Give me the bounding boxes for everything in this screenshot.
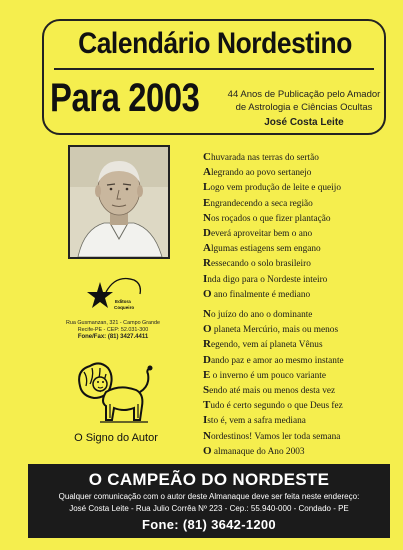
publisher-phone: Fone/Fax: (81) 3427.4411 — [77, 334, 149, 340]
poem-initial-letter: S — [203, 384, 210, 397]
publisher-address-line2: Recife-PE - CEP: 52.031-300 — [77, 327, 149, 333]
poem-initial-letter: I — [203, 414, 208, 427]
poem-line-text: ngrandecendo a seca região — [210, 198, 313, 209]
subtitle-line1: 44 Anos de Publicação pelo Amador — [227, 89, 381, 100]
title-divider — [54, 68, 374, 70]
poem-line-text: udo é certo segundo o que Deus fez — [210, 401, 343, 412]
poem-initial-letter: A — [203, 242, 211, 255]
poem-stanza-2 — [203, 307, 403, 459]
poem-initial-letter: O — [203, 323, 212, 336]
poem-line — [203, 383, 403, 398]
poem-line — [203, 226, 403, 241]
subtitle-line2: de Astrologia e Ciências Ocultas — [235, 102, 373, 113]
publisher-info — [58, 320, 168, 341]
poem-line-text: o inverno é um pouco variante — [210, 370, 327, 381]
bottom-banner — [28, 464, 390, 538]
poem-line-text: planeta Mercúrio, mais ou menos — [211, 325, 339, 336]
author-name: José Costa Leite — [264, 117, 344, 128]
poem-line-text: o juízo do ano o dominante — [210, 310, 313, 320]
author-portrait-image — [70, 147, 168, 257]
poem-line — [203, 368, 403, 383]
poem-line — [203, 287, 403, 302]
poem-initial-letter: C — [203, 151, 211, 163]
leo-lion-icon — [70, 360, 154, 432]
poem-line — [203, 165, 403, 180]
banner-contact-line1: Qualquer comunicação com o autor deste Almanaque deve ser feita neste endereço: — [58, 492, 360, 501]
poem-line — [203, 413, 403, 428]
poem-line-text: ogo vem produção de leite e queijo — [210, 183, 341, 194]
logo-text-coqueiro: Coqueiro — [114, 305, 135, 310]
author-photo — [68, 145, 170, 259]
banner-phone: Fone: (81) 3642-1200 — [142, 517, 276, 532]
poem-initial-letter: O — [203, 287, 212, 300]
poem-line — [203, 211, 403, 226]
poem-initial-letter: E — [203, 368, 211, 381]
poem-initial-letter: E — [203, 196, 211, 209]
poem-initial-letter: L — [203, 181, 211, 194]
poem-line — [203, 353, 403, 368]
lion-illustration — [70, 360, 154, 432]
logo-text-editora: Editora — [115, 299, 131, 304]
poem-line-text: almanaque do Ano 2003 — [211, 446, 305, 457]
poem-initial-letter: R — [203, 338, 211, 351]
poem-line-text: endo até mais ou menos desta vez — [209, 386, 336, 397]
poem-line — [203, 337, 403, 352]
poem-line — [203, 196, 403, 211]
poem-initial-letter: A — [203, 166, 211, 179]
title-box — [42, 19, 386, 135]
poem-initial-letter: D — [203, 353, 211, 366]
poem-initial-letter: T — [203, 399, 211, 412]
poem-initial-letter: O — [203, 444, 212, 457]
poem-line-text: nda digo para o Nordeste inteiro — [207, 274, 328, 285]
poem-stanza-1 — [203, 150, 403, 302]
poem-line — [203, 256, 403, 271]
poem-initial-letter: N — [203, 429, 211, 442]
poem-line — [203, 307, 403, 322]
cover-title-line1: Calendário Nordestino — [78, 27, 352, 60]
poem-line-text: lgumas estiagens sem engano — [210, 244, 321, 255]
poem-line — [203, 322, 403, 337]
banner-contact-line2: José Costa Leite - Rua Julio Corrêa Nº 223 - Cep.: 55.940-000 - Condado - PE — [69, 504, 349, 513]
poem-line — [203, 180, 403, 195]
publisher-address-line1: Rua Gusmanzan, 321 - Campo Grande — [65, 320, 161, 326]
cover-subtitle — [224, 88, 384, 129]
poem-line-text: essecando o solo brasileiro — [210, 259, 311, 270]
poem-line — [203, 398, 403, 413]
star-logo-icon — [86, 272, 146, 318]
poem-line — [203, 150, 403, 165]
poem-initial-letter: R — [203, 257, 211, 270]
poem-line-text: ando paz e amor ao mesmo instante — [210, 355, 344, 366]
poem-line-text: huvarada nas terras do sertão — [210, 153, 319, 163]
poem-line-text: os roçados o que fizer plantação — [210, 213, 331, 224]
poem-line-text: sto é, vem a safra mediana — [207, 416, 306, 427]
poem-line — [203, 241, 403, 256]
poem-initial-letter: I — [203, 272, 208, 285]
poem-line-text: egendo, vem aí planeta Vênus — [210, 340, 323, 351]
poem-initial-letter: D — [203, 227, 211, 240]
poem-initial-letter: N — [203, 308, 211, 320]
cover-title-line2: Para 2003 — [50, 76, 200, 120]
poem-line — [203, 444, 403, 459]
poem-line — [203, 429, 403, 444]
banner-headline: O CAMPEÃO DO NORDESTE — [88, 470, 330, 489]
publisher-logo — [86, 272, 146, 318]
poem-line-text: ordestinos! Vamos ler toda semana — [210, 431, 341, 442]
signo-caption: O Signo do Autor — [74, 432, 158, 444]
poem-line-text: everá aproveitar bem o ano — [210, 229, 313, 240]
poem-line-text: ano finalmente é mediano — [211, 289, 311, 300]
poem-initial-letter: N — [203, 211, 211, 224]
poem-line — [203, 272, 403, 287]
poem-line-text: legrando ao povo sertanejo — [210, 168, 312, 179]
